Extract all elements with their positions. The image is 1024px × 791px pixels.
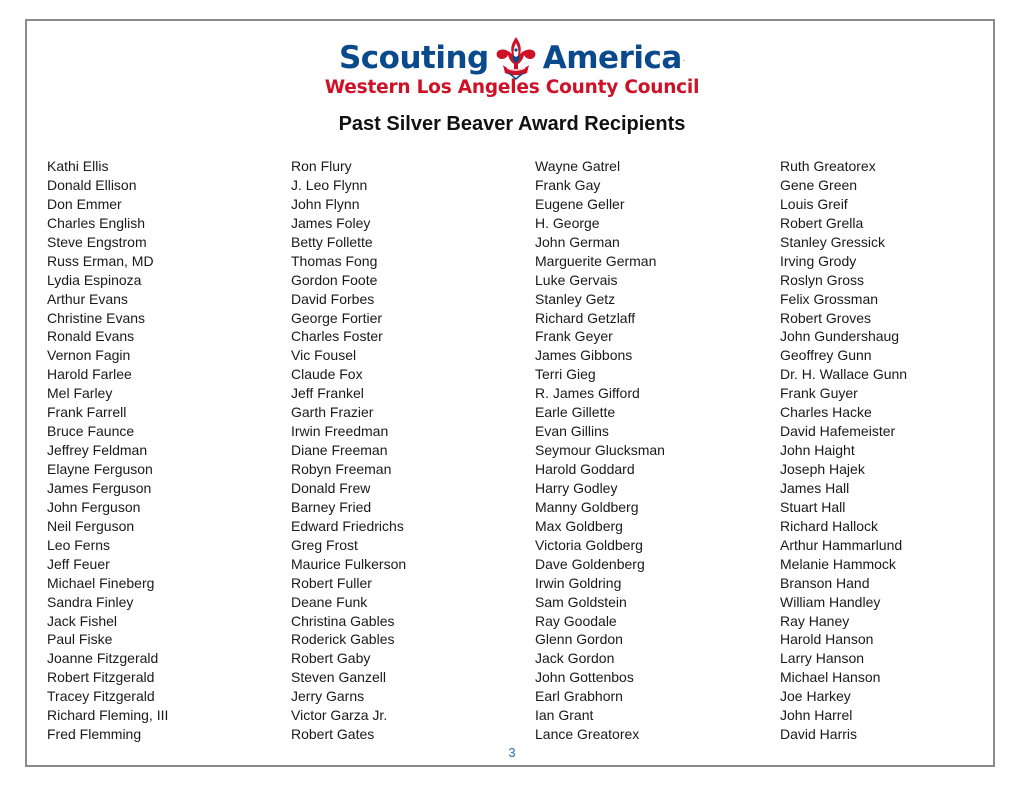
- recipient-name: Stuart Hall: [780, 498, 846, 515]
- recipient-name: Terri Gieg: [535, 366, 596, 383]
- recipient-name: Gene Green: [780, 176, 858, 193]
- recipient-name: Roderick Gables: [291, 631, 395, 648]
- recipient-name: Jack Gordon: [535, 650, 615, 667]
- recipient-name: Christina Gables: [291, 612, 395, 629]
- recipient-name: Leo Ferns: [47, 536, 111, 553]
- recipient-name: James Ferguson: [47, 479, 152, 496]
- recipient-name: Don Emmer: [47, 195, 122, 212]
- recipient-name: Jeff Frankel: [291, 385, 364, 402]
- recipients-column-2: [291, 157, 406, 744]
- recipient-name: Richard Hallock: [780, 517, 879, 534]
- recipient-name: John Gottenbos: [535, 669, 634, 686]
- recipient-name: Harold Hanson: [780, 631, 874, 648]
- recipient-name: Wayne Gatrel: [535, 158, 621, 174]
- recipient-name: David Harris: [780, 726, 858, 743]
- recipient-name: Robert Gaby: [291, 650, 371, 667]
- recipient-name: Harold Farlee: [47, 366, 132, 383]
- recipient-name: Louis Greif: [780, 195, 848, 212]
- recipient-name: Glenn Gordon: [535, 631, 623, 648]
- recipient-name: Donald Frew: [291, 479, 371, 496]
- recipients-column-4: [780, 157, 907, 744]
- recipient-name: Dr. H. Wallace Gunn: [780, 366, 908, 383]
- recipient-name: Christine Evans: [47, 309, 146, 326]
- recipient-name: Ruth Greatorex: [780, 158, 876, 174]
- recipient-name: Russ Erman, MD: [47, 252, 154, 269]
- recipient-name: Joe Harkey: [780, 688, 851, 705]
- recipient-name: Robert Gates: [291, 726, 375, 743]
- recipient-name: Frank Farrell: [47, 404, 127, 421]
- recipient-name: Donald Ellison: [47, 176, 137, 193]
- recipient-name: James Gibbons: [535, 347, 633, 364]
- recipient-name: Irwin Goldring: [535, 574, 622, 591]
- recipient-name: James Foley: [291, 214, 371, 231]
- recipient-name: Eugene Geller: [535, 195, 625, 212]
- recipient-name: Edward Friedrichs: [291, 517, 404, 534]
- recipient-name: Joseph Hajek: [780, 461, 865, 477]
- recipient-name: Neil Ferguson: [47, 517, 135, 534]
- recipient-name: David Hafemeister: [780, 423, 896, 440]
- recipient-name: R. James Gifford: [535, 385, 640, 402]
- recipient-name: John Flynn: [291, 195, 360, 212]
- recipient-name: Branson Hand: [780, 574, 870, 591]
- recipient-name: Irving Grody: [780, 252, 857, 269]
- recipient-name: Luke Gervais: [535, 271, 618, 288]
- recipient-name: Robert Fuller: [291, 574, 372, 591]
- recipient-name: Fred Flemming: [47, 726, 142, 743]
- recipient-name: Ron Flury: [291, 158, 352, 174]
- recipient-name: H. George: [535, 214, 600, 231]
- recipient-name: Frank Gay: [535, 176, 601, 193]
- recipient-name: Robert Grella: [780, 214, 864, 231]
- recipient-name: Deane Funk: [291, 593, 368, 610]
- recipient-name: John Gundershaug: [780, 328, 900, 345]
- recipient-name: George Fortier: [291, 309, 383, 326]
- recipient-name: Lydia Espinoza: [47, 271, 142, 288]
- recipient-name: Irwin Freedman: [291, 423, 389, 440]
- recipient-name: Stanley Gressick: [780, 233, 886, 250]
- recipient-name: Victor Garza Jr.: [291, 707, 388, 724]
- brand-right-text: America: [542, 40, 682, 76]
- recipient-name: Sam Goldstein: [535, 593, 627, 610]
- recipient-name: Jack Fishel: [47, 612, 118, 629]
- recipient-name: John Harrel: [780, 707, 853, 724]
- recipient-name: Harry Godley: [535, 479, 618, 496]
- recipient-name: Robert Fitzgerald: [47, 669, 155, 686]
- recipient-name: Charles Hacke: [780, 404, 872, 421]
- recipient-name: James Hall: [780, 479, 850, 496]
- recipient-name: Geoffrey Gunn: [780, 347, 872, 364]
- recipient-name: Stanley Getz: [535, 290, 616, 307]
- recipient-name: Elayne Ferguson: [47, 461, 153, 477]
- recipient-name: Tracey Fitzgerald: [47, 688, 155, 705]
- recipient-name: Ray Goodale: [535, 612, 617, 629]
- recipient-name: Michael Hanson: [780, 669, 881, 686]
- recipient-name: Melanie Hammock: [780, 555, 896, 572]
- recipient-name: Paul Fiske: [47, 631, 113, 648]
- recipient-name: Steven Ganzell: [291, 669, 386, 686]
- recipient-name: Frank Guyer: [780, 385, 858, 402]
- recipient-name: Jerry Garns: [291, 688, 365, 705]
- recipient-name: John German: [535, 233, 620, 250]
- recipient-name: Charles Foster: [291, 328, 383, 345]
- logo: [0, 38, 1024, 78]
- recipient-name: Dave Goldenberg: [535, 555, 645, 572]
- recipient-name: Victoria Goldberg: [535, 536, 643, 553]
- recipient-name: Robyn Freeman: [291, 461, 392, 477]
- recipient-name: Vernon Fagin: [47, 347, 131, 364]
- recipient-name: Diane Freeman: [291, 442, 388, 459]
- recipient-name: Steve Engstrom: [47, 233, 147, 250]
- recipient-name: Arthur Evans: [47, 290, 128, 307]
- recipient-name: Gordon Foote: [291, 271, 378, 288]
- recipient-name: Richard Getzlaff: [535, 309, 636, 326]
- recipient-name: Frank Geyer: [535, 328, 613, 345]
- recipient-name: Robert Groves: [780, 309, 872, 326]
- recipient-name: Sandra Finley: [47, 593, 134, 610]
- recipients-column-3: [535, 157, 665, 744]
- recipient-name: Jeffrey Feldman: [47, 442, 148, 459]
- recipient-name: Greg Frost: [291, 536, 358, 553]
- recipient-name: Max Goldberg: [535, 517, 623, 534]
- recipients-column-1: [47, 157, 168, 744]
- recipient-name: Seymour Glucksman: [535, 442, 665, 459]
- recipient-name: Arthur Hammarlund: [780, 536, 903, 553]
- recipient-name: Claude Fox: [291, 366, 363, 383]
- recipient-name: Kathi Ellis: [47, 158, 109, 174]
- recipient-name: Earl Grabhorn: [535, 688, 623, 705]
- recipient-name: Charles English: [47, 214, 146, 231]
- recipient-name: John Ferguson: [47, 498, 141, 515]
- recipient-name: Richard Fleming, III: [47, 707, 169, 724]
- recipient-name: William Handley: [780, 593, 881, 610]
- recipient-name: Betty Follette: [291, 233, 373, 250]
- recipient-name: Larry Hanson: [780, 650, 865, 667]
- recipient-name: Evan Gillins: [535, 423, 609, 440]
- recipient-name: Harold Goddard: [535, 461, 635, 477]
- recipient-name: Vic Fousel: [291, 347, 357, 364]
- recipient-name: Thomas Fong: [291, 252, 378, 269]
- recipient-name: Ray Haney: [780, 612, 850, 629]
- recipient-name: J. Leo Flynn: [291, 176, 368, 193]
- recipient-name: Barney Fried: [291, 498, 372, 515]
- recipient-name: Garth Frazier: [291, 404, 374, 421]
- recipient-name: Mel Farley: [47, 385, 113, 402]
- recipient-name: David Forbes: [291, 290, 375, 307]
- brand-left-text: Scouting: [338, 40, 489, 76]
- recipient-name: John Haight: [780, 442, 855, 459]
- recipient-name: Jeff Feuer: [47, 555, 110, 572]
- recipient-name: Manny Goldberg: [535, 498, 639, 515]
- council-name: Western Los Angeles County Council: [324, 77, 700, 98]
- recipient-name: Roslyn Gross: [780, 271, 865, 288]
- fleur-de-lis-emblem-icon: [493, 35, 539, 81]
- recipient-name: Lance Greatorex: [535, 726, 640, 743]
- recipient-name: Michael Fineberg: [47, 574, 155, 591]
- recipient-name: Bruce Faunce: [47, 423, 135, 440]
- recipient-name: Ian Grant: [535, 707, 594, 724]
- page-title: Past Silver Beaver Award Recipients: [338, 113, 686, 135]
- recipient-name: Marguerite German: [535, 252, 657, 269]
- recipient-name: Felix Grossman: [780, 290, 879, 307]
- brand-mark: .: [682, 53, 686, 63]
- recipient-name: Joanne Fitzgerald: [47, 650, 159, 667]
- recipient-name: Ronald Evans: [47, 328, 135, 345]
- recipient-name: Earle Gillette: [535, 404, 616, 421]
- page-number: 3: [508, 745, 516, 760]
- recipient-name: Maurice Fulkerson: [291, 555, 407, 572]
